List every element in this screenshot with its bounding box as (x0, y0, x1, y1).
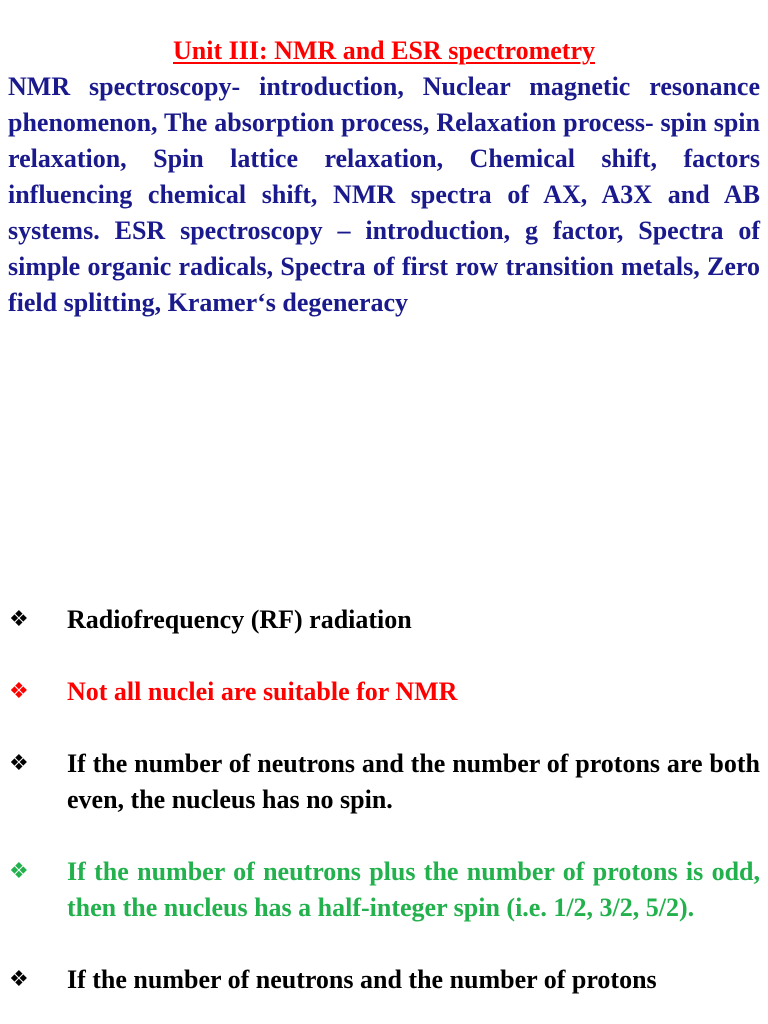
bullet-text: If the number of neutrons plus the number of protons is odd, then the nucleus has a half-integer spin (i.e. 1/2, 3/2, 5/2). (67, 857, 760, 922)
diamond-bullet-icon: ❖ (9, 859, 29, 884)
diamond-bullet-icon: ❖ (9, 967, 29, 992)
bullet-text: Not all nuclei are suitable for NMR (67, 677, 458, 706)
bullet-text: If the number of neutrons and the number of protons are both even, the nucleus has no spin. (67, 749, 760, 814)
bullet-list (0, 602, 768, 998)
list-item (0, 962, 768, 998)
list-item (0, 854, 768, 926)
bullet-text: If the number of neutrons and the number of protons (67, 965, 657, 994)
diamond-bullet-icon: ❖ (9, 679, 29, 704)
list-item (0, 602, 768, 638)
diamond-bullet-icon: ❖ (9, 751, 29, 776)
list-item (0, 746, 768, 818)
diamond-bullet-icon: ❖ (9, 607, 29, 632)
bullet-text: Radiofrequency (RF) radiation (67, 605, 412, 634)
syllabus-paragraph: NMR spectroscopy- introduction, Nuclear magnetic resonance phenomenon, The absorption process, Relaxation process- spin spin relaxation, Spin lattice relaxation, Chemical shift, factors influencing chemical shift, NMR spectra of AX, A3X and AB systems. ESR spectroscopy – introduction, g factor, Spectra of simple organic radicals, Spectra of first row transition metals, Zero field splitting, Kramer‘s degeneracy (8, 72, 760, 317)
page-title: Unit III: NMR and ESR spectrometry (172, 36, 595, 65)
list-item (0, 674, 768, 710)
